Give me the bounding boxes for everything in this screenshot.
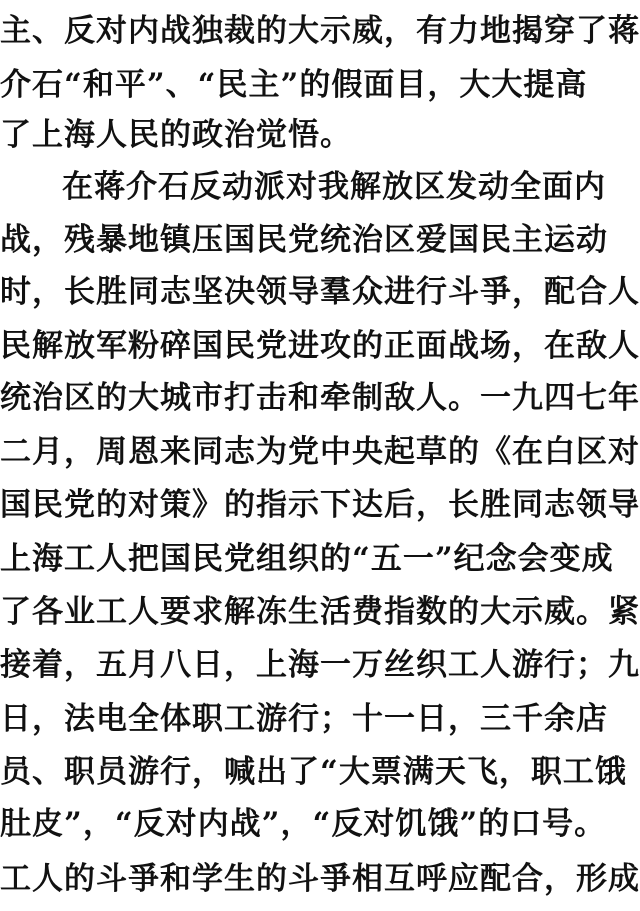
text-line-16: 肚皮”，“反对内战”，“反对饥饿”的口号。 — [0, 806, 607, 842]
text-line-13: 接着，五月八日，上海一万丝织工人游行；九 — [0, 647, 640, 683]
text-line-1: 主、反对内战独裁的大示威，有力地揭穿了蒋 — [0, 13, 640, 49]
text-line-17: 工人的斗爭和学生的斗爭相互呼应配合，形成 — [0, 861, 640, 897]
text-line-4: 在蒋介石反动派对我解放区发动全面内 — [62, 169, 606, 205]
text-line-9: 二月，周恩来同志为党中央起草的《在白区对 — [0, 434, 640, 470]
text-line-12: 了各业工人要求解冻生活费指数的大示威。紧 — [0, 594, 640, 630]
text-line-6: 时，长胜同志坚决领导羣众进行斗爭，配合人 — [0, 274, 640, 310]
text-line-15: 员、职员游行，喊出了“大票满天飞，职工饿 — [0, 754, 627, 790]
text-line-10: 国民党的对策》的指示下达后，长胜同志领导 — [0, 487, 640, 523]
text-line-8: 统治区的大城市打击和牵制敌人。一九四七年 — [0, 380, 640, 416]
text-line-11: 上海工人把国民党组织的“五一”纪念会变成 — [0, 541, 614, 577]
text-line-5: 战，残暴地镇压国民党统治区爱国民主运动 — [0, 222, 608, 258]
text-line-2: 介石“和平”、“民主”的假面目，大大提高 — [0, 67, 588, 103]
text-line-14: 日，法电全体职工游行；十一日，三千余店 — [0, 701, 608, 737]
text-line-7: 民解放军粉碎国民党进攻的正面战场，在敌人 — [0, 328, 640, 364]
text-line-3: 了上海人民的政治觉悟。 — [0, 117, 352, 153]
